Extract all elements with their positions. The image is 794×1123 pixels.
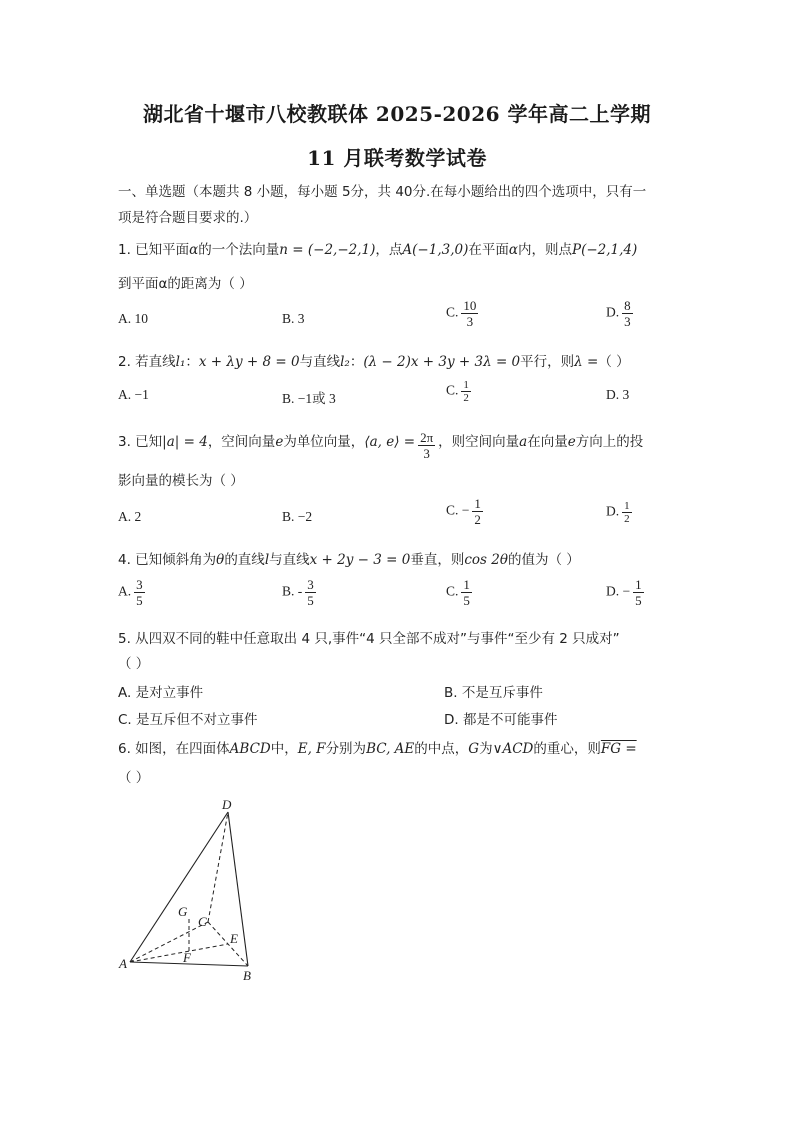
q1-option-a[interactable]: A. 10 [118, 311, 148, 326]
q2-option-a[interactable]: A. −1 [118, 387, 149, 402]
q3-option-a[interactable]: A. 2 [118, 509, 142, 524]
q4-option-d[interactable]: D. − $\frac{1}{5}$ [606, 577, 642, 608]
fraction: $\frac{1}{2}$ [463, 379, 469, 404]
section-heading: 一、单选题（本题共 8 小题，每小题 5分，共 40分.在每小题给出的四个选项中，只有一 [118, 184, 647, 200]
fraction: $\frac{3}{5}$ [307, 577, 314, 608]
q2-option-b[interactable]: B. −1或 3 [282, 391, 336, 406]
q5-option-d[interactable]: D. 都是不可能事件 [444, 712, 558, 728]
question-5-stem-cont: （ ） [118, 656, 150, 672]
question-3-stem-cont: 影向量的模长为（ ） [118, 473, 244, 489]
label-E: E [230, 931, 238, 946]
exam-title-line2: 11 月联考数学试卷 [307, 146, 487, 170]
segment-AE [130, 944, 228, 962]
fraction: $\frac{1}{5}$ [635, 577, 642, 608]
q3-option-d[interactable]: D. $\frac{1}{2}$ [606, 500, 630, 525]
q5-option-c[interactable]: C. 是互斥但不对立事件 [118, 712, 258, 728]
q1-option-c[interactable]: C. $\frac{10}{3}$ [446, 298, 477, 329]
label-F: F [183, 950, 191, 965]
q4-option-c[interactable]: C. $\frac{1}{5}$ [446, 577, 470, 608]
edge-CD [208, 812, 228, 922]
fraction: $\frac{10}{3}$ [463, 298, 477, 329]
fraction: $\frac{3}{5}$ [136, 577, 143, 608]
fraction: $\frac{2\pi}{3}$ [420, 430, 434, 461]
q2-option-c[interactable]: C. $\frac{1}{2}$ [446, 379, 469, 404]
q1-option-b[interactable]: B. 3 [282, 311, 305, 326]
question-3-stem: 3. 已知|a| = 4，空间向量e为单位向量，⟨a, e⟩ = $\frac{2\pi}{3}$ ，则空间向量a在向量e方向上的投 [118, 430, 644, 461]
label-A: A [119, 956, 127, 971]
fraction: $\frac{1}{5}$ [463, 577, 470, 608]
label-D: D [222, 797, 232, 812]
fraction: $\frac{1}{2}$ [624, 500, 630, 525]
q5-option-a[interactable]: A. 是对立事件 [118, 685, 204, 701]
fraction: $\frac{8}{3}$ [624, 298, 631, 329]
tetrahedron-figure [110, 790, 280, 985]
label-B: B [243, 968, 251, 983]
question-6-stem-cont: （ ） [118, 770, 150, 786]
question-2-stem: 2. 若直线l₁：x + λy + 8 = 0与直线l₂：(λ − 2)x + 3y + 3λ = 0平行，则λ =（ ） [118, 354, 630, 370]
edge-AC [130, 922, 208, 962]
label-G: G [178, 904, 188, 919]
q5-option-b[interactable]: B. 不是互斥事件 [444, 685, 543, 701]
exam-title-line1: 湖北省十堰市八校教联体 2025-2026 学年高二上学期 [142, 102, 652, 126]
q1-option-d[interactable]: D. $\frac{8}{3}$ [606, 298, 631, 329]
q4-option-a[interactable]: A. $\frac{3}{5}$ [118, 577, 143, 608]
question-6-stem: 6. 如图，在四面体ABCD中，E, F分别为BC, AE的中点，G为∨ACD的重心，则FG = [118, 741, 637, 757]
q3-option-b[interactable]: B. −2 [282, 509, 313, 524]
question-1-stem: 1. 已知平面α的一个法向量n = (−2,−2,1)，点A(−1,3,0)在平面α内，则点P(−2,1,4) [118, 242, 638, 258]
q2-option-d[interactable]: D. 3 [606, 387, 630, 402]
fraction: $\frac{1}{2}$ [474, 496, 481, 527]
question-5-stem: 5. 从四双不同的鞋中任意取出 4 只,事件“4 只全部不成对”与事件“至少有 2 只成对” [118, 631, 620, 647]
q4-option-b[interactable]: B. - $\frac{3}{5}$ [282, 577, 314, 608]
question-4-stem: 4. 已知倾斜角为θ的直线l与直线x + 2y − 3 = 0垂直，则cos 2θ的值为（ ） [118, 552, 580, 568]
question-1-stem-cont: 到平面α的距离为（ ） [118, 276, 253, 292]
section-heading-cont: 项是符合题目要求的.） [118, 210, 258, 226]
label-C: C [198, 914, 207, 929]
q3-option-c[interactable]: C. − $\frac{1}{2}$ [446, 496, 481, 527]
edge-AD [130, 812, 228, 962]
